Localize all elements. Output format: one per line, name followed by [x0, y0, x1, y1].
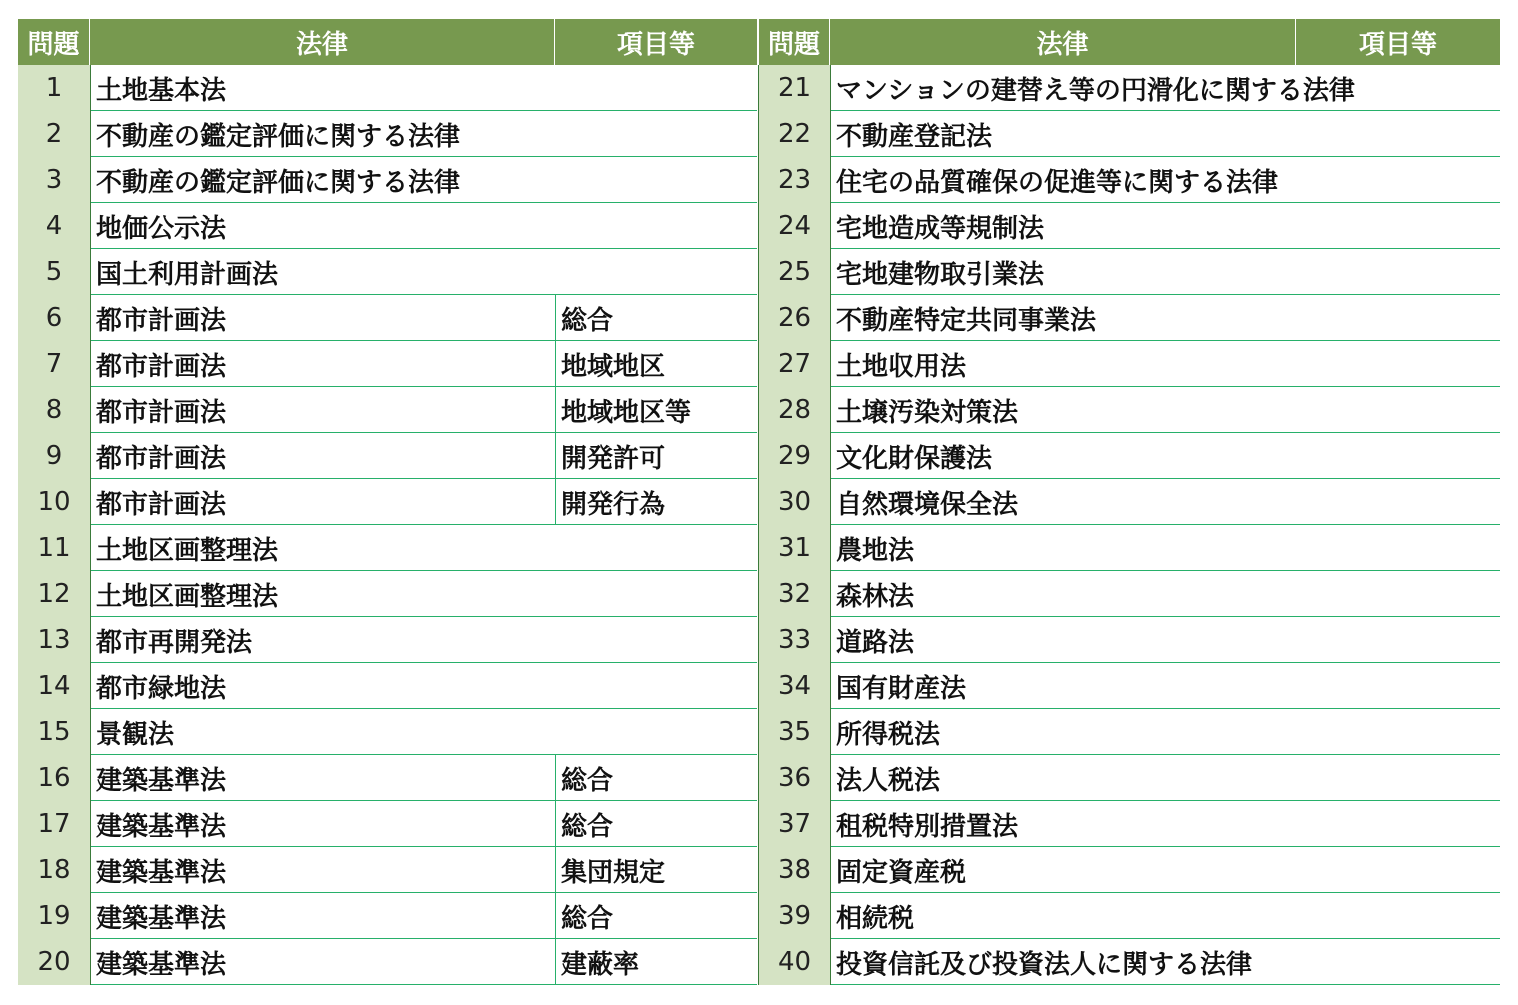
- law-name: 固定資産税: [836, 857, 967, 888]
- column-divider: [555, 341, 556, 387]
- problem-number: 13: [18, 617, 90, 663]
- column-divider: [555, 479, 556, 525]
- item-name: 総合: [561, 811, 614, 842]
- column-divider: [555, 847, 556, 893]
- problem-number: 27: [759, 341, 830, 387]
- column-divider: [555, 801, 556, 847]
- column-border: [758, 65, 759, 985]
- law-name: 不動産登記法: [836, 121, 993, 152]
- law-name: 都市計画法: [96, 351, 227, 382]
- problem-number: 16: [18, 755, 90, 801]
- problem-number: 14: [18, 663, 90, 709]
- law-name: 宅地造成等規制法: [836, 213, 1045, 244]
- problem-number: 18: [18, 847, 90, 893]
- law-name: 都市再開発法: [96, 627, 253, 658]
- item-name: 総合: [561, 305, 614, 336]
- law-name: 土地区画整理法: [96, 535, 279, 566]
- law-name: 不動産の鑑定評価に関する法律: [96, 121, 461, 152]
- problem-number: 3: [18, 157, 90, 203]
- problem-number: 36: [759, 755, 830, 801]
- law-name: マンションの建替え等の円滑化に関する法律: [836, 75, 1355, 106]
- law-name: 建築基準法: [96, 949, 227, 980]
- problem-number: 2: [18, 111, 90, 157]
- problem-number: 7: [18, 341, 90, 387]
- problem-number: 20: [18, 939, 90, 985]
- item-name: 地域地区: [561, 351, 666, 382]
- problem-number: 9: [18, 433, 90, 479]
- header-item-left: 項目等: [555, 19, 757, 65]
- law-name: 景観法: [96, 719, 175, 750]
- problem-number: 25: [759, 249, 830, 295]
- law-name: 建築基準法: [96, 811, 227, 842]
- column-divider: [555, 387, 556, 433]
- item-name: 総合: [561, 765, 614, 796]
- law-name: 都市計画法: [96, 397, 227, 428]
- problem-number: 33: [759, 617, 830, 663]
- problem-number: 29: [759, 433, 830, 479]
- header-item-right: 項目等: [1296, 19, 1500, 65]
- law-name: 所得税法: [836, 719, 941, 750]
- problem-number: 8: [18, 387, 90, 433]
- column-divider: [555, 939, 556, 985]
- law-name: 土地基本法: [96, 75, 227, 106]
- problem-number: 21: [759, 65, 830, 111]
- problem-number: 4: [18, 203, 90, 249]
- law-name: 国有財産法: [836, 673, 967, 704]
- column-divider: [555, 295, 556, 341]
- law-name: 不動産特定共同事業法: [836, 305, 1097, 336]
- column-border: [90, 65, 91, 985]
- problem-number: 31: [759, 525, 830, 571]
- law-name: 土壌汚染対策法: [836, 397, 1019, 428]
- problem-number: 6: [18, 295, 90, 341]
- problem-number: 39: [759, 893, 830, 939]
- law-name: 建築基準法: [96, 857, 227, 888]
- law-name: 文化財保護法: [836, 443, 993, 474]
- law-name: 都市計画法: [96, 443, 227, 474]
- law-name: 都市計画法: [96, 489, 227, 520]
- law-name: 投資信託及び投資法人に関する法律: [836, 949, 1253, 980]
- law-name: 不動産の鑑定評価に関する法律: [96, 167, 461, 198]
- column-divider: [555, 893, 556, 939]
- law-name: 自然環境保全法: [836, 489, 1019, 520]
- law-name: 森林法: [836, 581, 915, 612]
- problem-number: 38: [759, 847, 830, 893]
- problem-number: 12: [18, 571, 90, 617]
- law-name: 建築基準法: [96, 903, 227, 934]
- problem-number: 37: [759, 801, 830, 847]
- problem-number: 11: [18, 525, 90, 571]
- law-name: 宅地建物取引業法: [836, 259, 1045, 290]
- item-name: 建蔽率: [561, 949, 640, 980]
- problem-number: 22: [759, 111, 830, 157]
- problem-number: 35: [759, 709, 830, 755]
- problem-number: 10: [18, 479, 90, 525]
- problem-number: 24: [759, 203, 830, 249]
- row-divider: [830, 984, 1500, 985]
- problem-number: 34: [759, 663, 830, 709]
- item-name: 地域地区等: [561, 397, 692, 428]
- law-name: 都市計画法: [96, 305, 227, 336]
- law-name: 農地法: [836, 535, 915, 566]
- problem-number: 30: [759, 479, 830, 525]
- law-name: 住宅の品質確保の促進等に関する法律: [836, 167, 1279, 198]
- header-law-left: 法律: [90, 19, 554, 65]
- law-name: 租税特別措置法: [836, 811, 1019, 842]
- law-name: 法人税法: [836, 765, 941, 796]
- item-name: 集団規定: [561, 857, 666, 888]
- problem-number: 15: [18, 709, 90, 755]
- law-name: 建築基準法: [96, 765, 227, 796]
- law-name: 土地収用法: [836, 351, 967, 382]
- header-problem-right: 問題: [759, 19, 829, 65]
- item-name: 開発許可: [561, 443, 666, 474]
- problem-number: 40: [759, 939, 830, 985]
- law-name: 道路法: [836, 627, 915, 658]
- item-name: 総合: [561, 903, 614, 934]
- problem-number: 23: [759, 157, 830, 203]
- problem-number: 17: [18, 801, 90, 847]
- law-name: 土地区画整理法: [96, 581, 279, 612]
- problem-number: 28: [759, 387, 830, 433]
- column-border: [830, 65, 831, 985]
- problem-number: 26: [759, 295, 830, 341]
- column-divider: [555, 433, 556, 479]
- row-divider: [90, 984, 757, 985]
- law-name: 国土利用計画法: [96, 259, 279, 290]
- column-divider: [555, 755, 556, 801]
- law-name: 都市緑地法: [96, 673, 227, 704]
- problem-number: 32: [759, 571, 830, 617]
- problem-number: 5: [18, 249, 90, 295]
- law-name: 相続税: [836, 903, 915, 934]
- law-name: 地価公示法: [96, 213, 227, 244]
- item-name: 開発行為: [561, 489, 666, 520]
- header-law-right: 法律: [830, 19, 1295, 65]
- problem-number: 19: [18, 893, 90, 939]
- header-problem-left: 問題: [18, 19, 89, 65]
- problem-number: 1: [18, 65, 90, 111]
